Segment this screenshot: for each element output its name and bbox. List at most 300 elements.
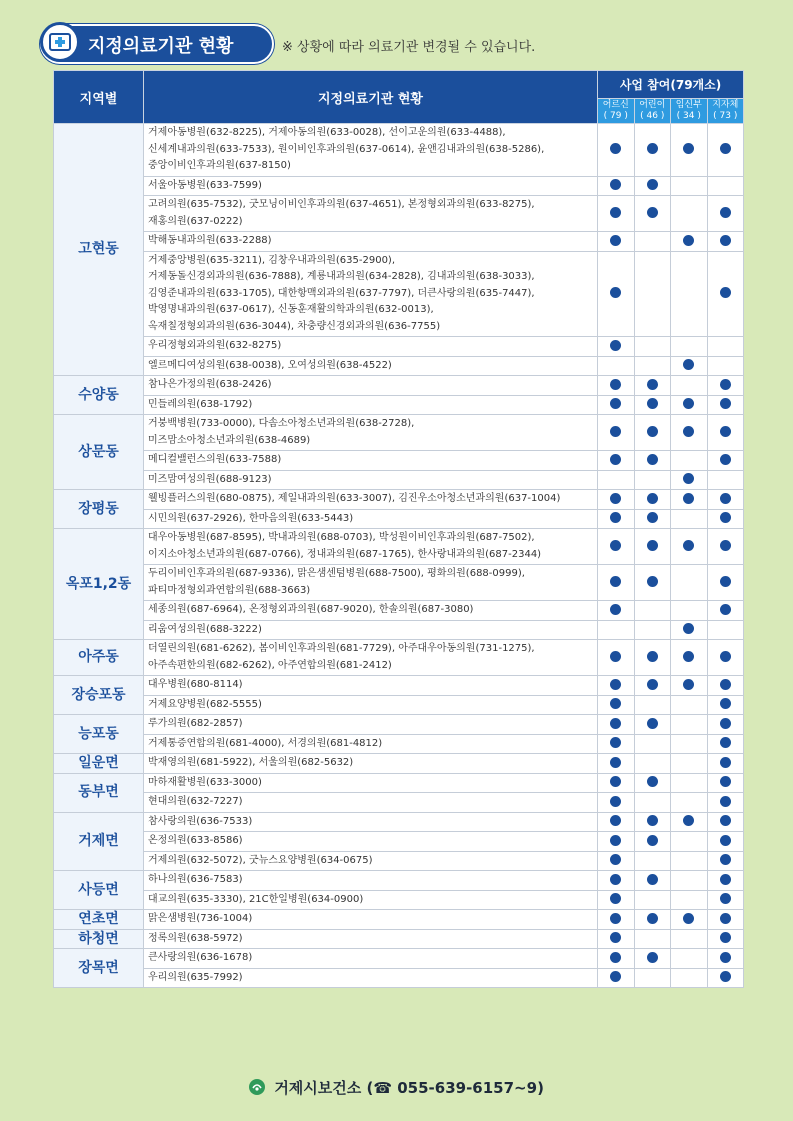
table-row (54, 451, 744, 471)
participation-dot (683, 143, 694, 154)
participation-cell (707, 620, 744, 640)
participation-cell (671, 754, 708, 774)
table-row (54, 890, 744, 910)
institution-list (144, 601, 598, 621)
participation-cell (671, 832, 708, 852)
institution-line: 서울아동병원(633-7599) (148, 179, 262, 191)
participation-cell (707, 773, 744, 793)
participation-cell (598, 251, 635, 337)
participation-cell (671, 509, 708, 529)
institution-line: 더열린의원(681-6262), 봄이비인후과의원(681-7729), 아주대우아동의원(731-1275), (148, 643, 535, 654)
institution-list (144, 773, 598, 793)
participation-dot (647, 379, 658, 390)
institution-line: 거제통증연합의원(681-4000), 서경의원(681-4812) (148, 737, 383, 749)
participation-cell (634, 754, 671, 774)
participation-dot (720, 287, 731, 298)
institution-list (144, 470, 598, 490)
sub-column-header (671, 98, 708, 123)
institution-list (144, 509, 598, 529)
institution-line: 대우아동병원(687-8595), 박내과의원(688-0703), 박성원이비인후과의원(687-7502), (148, 532, 535, 543)
institution-line: 미즈맘여성의원(688-9123) (148, 473, 272, 485)
institution-list (144, 529, 598, 565)
institution-list (144, 890, 598, 910)
institution-line: 박재영의원(681-5922), 서울의원(682-5632) (148, 757, 354, 768)
participation-cell (671, 695, 708, 715)
participation-dot (610, 913, 621, 924)
participation-cell (634, 812, 671, 832)
participation-dot (720, 893, 731, 904)
institution-list (144, 793, 598, 813)
participation-cell (707, 451, 744, 471)
table-row (54, 251, 744, 337)
participation-cell (671, 601, 708, 621)
participation-cell (671, 620, 708, 640)
participation-cell (598, 793, 635, 813)
participation-cell (671, 337, 708, 357)
table-row (54, 395, 744, 415)
participation-dot (720, 913, 731, 924)
participation-cell (598, 232, 635, 252)
table-row (54, 376, 744, 396)
participation-dot (720, 698, 731, 709)
change-notice: ※ 상황에 따라 의료기관 변경될 수 있습니다. (282, 40, 536, 55)
table-row (54, 968, 744, 988)
sub-column-count: ( 73 ) (713, 110, 738, 121)
participation-cell (671, 176, 708, 196)
sub-column-count: ( 79 ) (603, 110, 628, 121)
participation-cell (634, 176, 671, 196)
participation-cell (634, 601, 671, 621)
participation-cell (707, 376, 744, 396)
participation-cell (671, 124, 708, 177)
participation-cell (634, 640, 671, 676)
institution-line: 웰빙플러스의원(680-0875), 제일내과의원(633-3007), 김진우소아청소년과의원(637-1004) (148, 493, 561, 504)
participation-dot (683, 540, 694, 551)
participation-cell (598, 890, 635, 910)
table-row (54, 812, 744, 832)
table-row (54, 793, 744, 813)
participation-dot (610, 576, 621, 587)
institution-line: 참사랑의원(636-7533) (148, 815, 253, 827)
participation-dot (610, 835, 621, 846)
institution-list (144, 812, 598, 832)
institution-line: 고려의원(635-7532), 굿모닝이비인후과의원(637-4651), 본정형외과의원(633-8275), (148, 199, 535, 210)
participation-cell (707, 968, 744, 988)
participation-dot (610, 287, 621, 298)
institution-line: 참나은가정의원(638-2426) (148, 379, 272, 390)
participation-cell (671, 929, 708, 949)
participation-dot (720, 854, 731, 865)
institution-line: 엘르메디여성의원(638-0038), 오여성의원(638-4522) (148, 359, 392, 371)
participation-dot (683, 235, 694, 246)
participation-cell (671, 715, 708, 735)
institution-line: 미즈맘소아청소년과의원(638-4689) (148, 434, 311, 446)
participation-dot (720, 651, 731, 662)
participation-dot (720, 207, 731, 218)
region-name: 고현동 (54, 124, 144, 376)
table-row (54, 754, 744, 774)
institution-list (144, 176, 598, 196)
institution-list (144, 910, 598, 930)
participation-cell (707, 232, 744, 252)
participation-cell (634, 470, 671, 490)
participation-dot (720, 776, 731, 787)
participation-cell (634, 196, 671, 232)
participation-cell (671, 395, 708, 415)
participation-cell (598, 640, 635, 676)
column-header-participation: 사업 참여(79개소) (598, 71, 744, 99)
institution-line: 큰사랑의원(636-1678) (148, 952, 253, 963)
participation-cell (671, 356, 708, 376)
institution-line: 정록의원(638-5972) (148, 932, 243, 944)
participation-cell (671, 910, 708, 930)
participation-dot (647, 540, 658, 551)
participation-dot (610, 143, 621, 154)
participation-dot (647, 952, 658, 963)
region-name: 동부면 (54, 773, 144, 812)
participation-cell (707, 601, 744, 621)
participation-cell (707, 470, 744, 490)
participation-cell (634, 695, 671, 715)
participation-dot (610, 679, 621, 690)
sub-column-header (707, 98, 744, 123)
participation-dot (647, 179, 658, 190)
participation-dot (720, 540, 731, 551)
participation-cell (634, 376, 671, 396)
participation-dot (720, 835, 731, 846)
participation-cell (598, 565, 635, 601)
participation-dot (647, 913, 658, 924)
institution-list (144, 376, 598, 396)
sub-column-name: 어르신 (602, 99, 629, 110)
participation-cell (634, 676, 671, 696)
column-header-region: 지역별 (54, 71, 144, 124)
participation-dot (683, 398, 694, 409)
participation-dot (610, 737, 621, 748)
participation-cell (671, 196, 708, 232)
page-title: 지정의료기관 현황 (88, 36, 234, 57)
participation-cell (707, 395, 744, 415)
participation-cell (671, 676, 708, 696)
participation-dot (683, 473, 694, 484)
institution-line: 거붕백병원(733-0000), 다솜소아청소년과의원(638-2728), (148, 418, 415, 429)
institution-line: 박영명내과의원(637-0617), 신동훈재활의학과의원(632-0013), (148, 304, 434, 315)
medical-cross-icon (40, 22, 80, 62)
participation-dot (647, 874, 658, 885)
participation-cell (634, 232, 671, 252)
region-name: 하청면 (54, 929, 144, 949)
institution-line: 거제요양병원(682-5555) (148, 698, 262, 710)
participation-cell (598, 871, 635, 891)
institution-line: 온정의원(633-8586) (148, 835, 243, 846)
institution-line: 우리의원(635-7992) (148, 971, 243, 983)
institution-line: 박해동내과의원(633-2288) (148, 235, 272, 246)
participation-cell (707, 196, 744, 232)
institution-list (144, 415, 598, 451)
participation-dot (647, 512, 658, 523)
institution-list (144, 490, 598, 510)
participation-cell (634, 337, 671, 357)
participation-dot (720, 757, 731, 768)
region-name: 옥포1,2동 (54, 529, 144, 640)
sub-column-count: ( 46 ) (640, 110, 665, 121)
participation-cell (707, 734, 744, 754)
region-name: 상문동 (54, 415, 144, 490)
participation-dot (720, 796, 731, 807)
title-banner (40, 24, 274, 64)
participation-dot (610, 952, 621, 963)
participation-cell (634, 949, 671, 969)
participation-cell (598, 949, 635, 969)
participation-cell (707, 124, 744, 177)
participation-dot (610, 604, 621, 615)
institution-list (144, 851, 598, 871)
participation-cell (598, 812, 635, 832)
participation-cell (671, 734, 708, 754)
participation-cell (598, 968, 635, 988)
participation-cell (634, 356, 671, 376)
participation-dot (610, 971, 621, 982)
participation-cell (707, 356, 744, 376)
participation-cell (707, 176, 744, 196)
sub-column-header (598, 98, 635, 123)
institution-line: 루가의원(682-2857) (148, 718, 243, 729)
participation-cell (598, 176, 635, 196)
participation-cell (671, 968, 708, 988)
region-name: 일운면 (54, 754, 144, 774)
institution-line: 현대의원(632-7227) (148, 796, 243, 807)
header (38, 20, 758, 68)
table-row (54, 176, 744, 196)
institution-list (144, 734, 598, 754)
participation-cell (598, 124, 635, 177)
participation-dot (610, 398, 621, 409)
participation-cell (598, 851, 635, 871)
institution-list (144, 968, 598, 988)
participation-dot (720, 576, 731, 587)
participation-dot (647, 426, 658, 437)
participation-cell (598, 929, 635, 949)
participation-cell (671, 529, 708, 565)
institution-line: 맑은샘병원(736-1004) (148, 913, 253, 924)
participation-cell (671, 871, 708, 891)
participation-dot (610, 207, 621, 218)
participation-dot (610, 512, 621, 523)
participation-dot (720, 737, 731, 748)
participation-dot (683, 359, 694, 370)
participation-cell (707, 640, 744, 676)
institution-list (144, 196, 598, 232)
participation-dot (683, 426, 694, 437)
participation-cell (598, 620, 635, 640)
institution-list (144, 949, 598, 969)
institution-list (144, 640, 598, 676)
table-row (54, 337, 744, 357)
participation-cell (671, 376, 708, 396)
participation-cell (707, 676, 744, 696)
participation-cell (707, 793, 744, 813)
participation-cell (707, 890, 744, 910)
participation-dot (720, 235, 731, 246)
table-row (54, 676, 744, 696)
sub-column-name: 임신부 (675, 99, 702, 110)
participation-cell (671, 232, 708, 252)
institution-list (144, 565, 598, 601)
table-row (54, 620, 744, 640)
participation-cell (598, 415, 635, 451)
institution-list (144, 337, 598, 357)
institution-list (144, 832, 598, 852)
participation-cell (671, 415, 708, 451)
institution-line: 시민의원(637-2926), 한마음의원(633-5443) (148, 512, 354, 524)
sub-column-header (634, 98, 671, 123)
table-row (54, 601, 744, 621)
participation-cell (634, 490, 671, 510)
institution-list (144, 695, 598, 715)
participation-cell (707, 509, 744, 529)
institution-list (144, 451, 598, 471)
participation-dot (720, 426, 731, 437)
participation-dot (610, 698, 621, 709)
participation-cell (598, 337, 635, 357)
participation-cell (707, 251, 744, 337)
participation-cell (598, 395, 635, 415)
participation-cell (634, 968, 671, 988)
participation-cell (707, 490, 744, 510)
participation-cell (598, 470, 635, 490)
institution-list (144, 395, 598, 415)
participation-dot (647, 651, 658, 662)
institution-line: 이지소아청소년과의원(687-0766), 정내과의원(687-1765), 한사랑내과의원(687-2344) (148, 548, 542, 560)
participation-dot (647, 398, 658, 409)
participation-cell (598, 601, 635, 621)
institution-line: 메디컬밸런스의원(633-7588) (148, 454, 282, 465)
table-row (54, 124, 744, 177)
participation-dot (720, 454, 731, 465)
region-name: 거제면 (54, 812, 144, 871)
participation-dot (720, 718, 731, 729)
institution-line: 거제동돌신경외과의원(636-7888), 계룡내과의원(634-2828), 김내과의원(638-3033), (148, 271, 535, 282)
table-row (54, 196, 744, 232)
table-row (54, 640, 744, 676)
region-name: 연초면 (54, 910, 144, 930)
region-name: 수양동 (54, 376, 144, 415)
table-row (54, 490, 744, 510)
participation-cell (671, 949, 708, 969)
participation-cell (671, 890, 708, 910)
participation-cell (634, 529, 671, 565)
institution-list (144, 929, 598, 949)
participation-dot (610, 718, 621, 729)
institution-line: 세종의원(687-6964), 온정형외과의원(687-9020), 한솔의원(687-3080) (148, 604, 474, 615)
participation-dot (720, 604, 731, 615)
participation-cell (598, 734, 635, 754)
participation-cell (598, 695, 635, 715)
participation-dot (610, 757, 621, 768)
institution-line: 대우병원(680-8114) (148, 679, 243, 690)
participation-cell (671, 470, 708, 490)
participation-cell (598, 773, 635, 793)
participation-cell (634, 773, 671, 793)
institution-line: 두리이비인후과의원(687-9336), 맑은샘센텀병원(688-7500), 평화의원(688-0999), (148, 568, 525, 579)
table-row (54, 565, 744, 601)
institution-line: 마하재활병원(633-3000) (148, 776, 262, 788)
institution-list (144, 620, 598, 640)
participation-cell (634, 124, 671, 177)
institution-list (144, 871, 598, 891)
participation-dot (610, 179, 621, 190)
institution-list (144, 715, 598, 735)
participation-dot (720, 952, 731, 963)
participation-dot (610, 651, 621, 662)
participation-cell (598, 490, 635, 510)
sub-column-name: 지자체 (712, 99, 739, 110)
table-row (54, 871, 744, 891)
institution-line: 하나의원(636-7583) (148, 874, 243, 885)
participation-cell (707, 929, 744, 949)
participation-cell (671, 773, 708, 793)
participation-cell (707, 949, 744, 969)
table-row (54, 949, 744, 969)
table-row (54, 832, 744, 852)
participation-dot (683, 651, 694, 662)
participation-dot (610, 379, 621, 390)
participation-cell (707, 910, 744, 930)
institution-list (144, 754, 598, 774)
participation-cell (707, 529, 744, 565)
institution-line: 리움여성의원(688-3222) (148, 623, 262, 635)
participation-dot (683, 493, 694, 504)
participation-dot (647, 454, 658, 465)
region-name: 장승포동 (54, 676, 144, 715)
table-row (54, 715, 744, 735)
participation-cell (634, 565, 671, 601)
institution-line: 중앙이비인후과의원(637-8150) (148, 160, 291, 171)
participation-dot (610, 776, 621, 787)
table-row (54, 851, 744, 871)
participation-cell (671, 451, 708, 471)
participation-cell (634, 851, 671, 871)
sub-column-name: 어린이 (639, 99, 666, 110)
participation-dot (720, 815, 731, 826)
participation-cell (671, 812, 708, 832)
participation-dot (720, 398, 731, 409)
participation-cell (707, 871, 744, 891)
participation-dot (647, 815, 658, 826)
participation-cell (707, 337, 744, 357)
sub-column-count: ( 34 ) (676, 110, 701, 121)
institution-line: 재홍의원(637-0222) (148, 215, 243, 227)
table-row (54, 695, 744, 715)
participation-cell (707, 754, 744, 774)
institution-line: 거제아동병원(632-8225), 거제아동의원(633-0028), 선이고운의원(633-4488), (148, 127, 506, 138)
table-row (54, 415, 744, 451)
region-name: 장목면 (54, 949, 144, 988)
institution-line: 신세계내과의원(633-7533), 원이비인후과의원(637-0614), 윤앤김내과의원(638-5286), (148, 143, 545, 155)
institution-line: 대교의원(635-3330), 21C한일병원(634-0900) (148, 893, 364, 905)
participation-dot (610, 493, 621, 504)
participation-cell (707, 695, 744, 715)
table-row (54, 509, 744, 529)
participation-cell (634, 395, 671, 415)
participation-cell (634, 734, 671, 754)
participation-cell (598, 451, 635, 471)
participation-cell (707, 715, 744, 735)
participation-cell (707, 565, 744, 601)
table-row (54, 529, 744, 565)
participation-cell (634, 509, 671, 529)
participation-dot (720, 679, 731, 690)
